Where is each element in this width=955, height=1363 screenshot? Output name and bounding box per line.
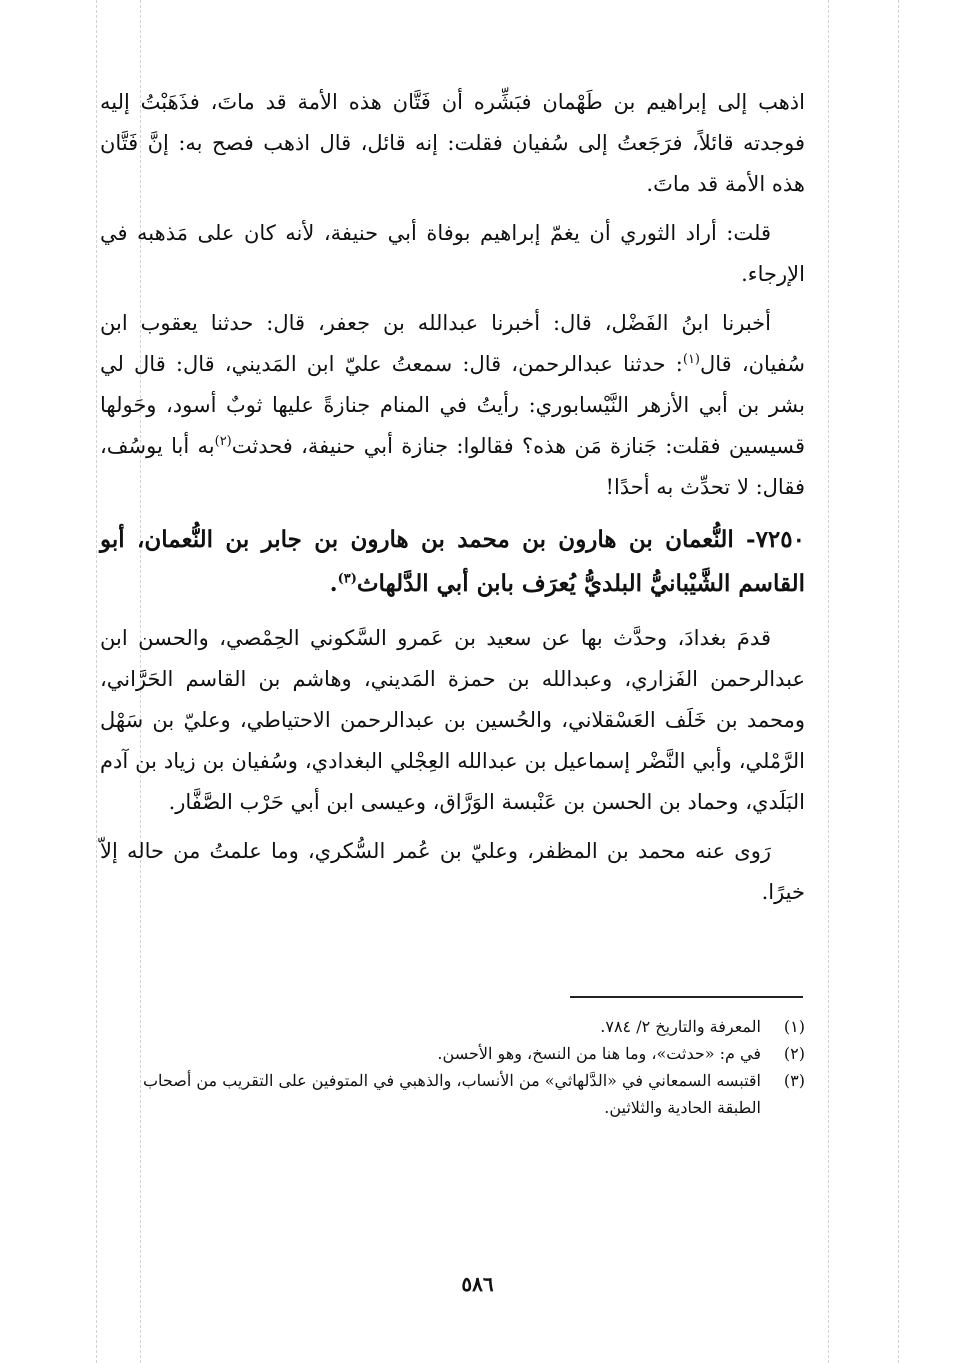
entry-heading	[100, 518, 805, 606]
paragraph-1: اذهب إلى إبراهيم بن طَهْمان فبَشِّره أن فَتَّان هذه الأمة قد ماتَ، فذَهَبْتُ إليه فوجدته قائلاً، فرَجَعتُ إلى سُفيان فقلت: إنه قائل، قال اذهب فصح به: إنَّ فَتَّان هذه الأمة قد ماتَ.	[100, 90, 805, 196]
page-number: ٥٨٦	[461, 1272, 494, 1296]
footnote-number: (٢)	[783, 1044, 805, 1063]
footnote-ref-2[interactable]: (٢)	[214, 434, 232, 449]
footnote-ref-3[interactable]: (٣)	[337, 571, 357, 587]
scan-guide-line	[898, 0, 899, 1363]
footnote-ref-1[interactable]: (١)	[682, 352, 700, 367]
footnote-text: في م: «حدثت»، وما هنا من النسخ، وهو الأحسن.	[437, 1044, 761, 1063]
scan-guide-line	[96, 0, 97, 1363]
entry-heading-end: .	[329, 570, 338, 597]
footnote-number: (١)	[783, 1017, 805, 1036]
entry-heading-text: ٧٢٥٠- النُّعمان بن هارون بن محمد بن هارون بن جابر بن النُّعمان، أبو القاسم الشَّيْبانيُّ البلديُّ يُعرَف بابن أبي الدَّلهاث	[100, 526, 805, 597]
footnote-number: (٣)	[783, 1071, 805, 1090]
scan-guide-line	[828, 0, 829, 1363]
main-text	[100, 82, 805, 913]
footnote-separator	[570, 996, 803, 998]
paragraph-4: قدمَ بغدادَ، وحدَّث بها عن سعيد بن عَمرو السَّكوني الحِمْصي، والحسن ابن عبدالرحمن الفَزاري، وعبدالله بن حمزة المَديني، وهاشم بن القاسم الحَرَّاني، ومحمد بن خَلَف العَسْقلاني، والحُسين بن عبدالرحمن الاحتياطي، وعليّ بن سَهْل الرَّمْلي، وأبي النَّضْر إسماعيل بن عبدالله العِجْلي البغدادي، وسُفيان بن زياد بن آدم البَلَدي، وحماد بن الحسن بن عَنْبسة الوَرَّاق، وعيسى ابن أبي حَرْب الصَّفَّار.	[100, 626, 805, 814]
paragraph-3-part-c: به أبا يوسُف، فقال: لا تحدِّث به أحدًا!	[100, 434, 805, 499]
paragraph-3-part-a: أخبرنا ابنُ الفَضْل، قال: أخبرنا عبدالله بن جعفر، قال: حدثنا يعقوب ابن سُفيان، قال	[100, 311, 805, 376]
paragraph-2: قلت: أراد الثوري أن يغمّ إبراهيم بوفاة أبي حنيفة، لأنه كان على مَذهبه في الإرجاء.	[100, 221, 805, 286]
paragraph-3-part-b: : حدثنا عبدالرحمن، قال: سمعتُ عليّ ابن المَديني، قال: قال لي بشر بن أبي الأزهر النَّيْسابوري: رأيتُ في المنام جنازةً عليها ثوبٌ أسود، وحَولها قسيسين فقلت: جَنازة مَن هذه؟ فقالوا: جنازة أبي حنيفة، فحدثت	[100, 352, 805, 458]
footnote-text: المعرفة والتاريخ ٢/ ٧٨٤.	[600, 1017, 761, 1036]
footnotes	[100, 1013, 805, 1121]
paragraph-5: رَوى عنه محمد بن المظفر، وعليّ بن عُمر السُّكري، وما علمتُ من حاله إلاّ خيرًا.	[100, 839, 805, 904]
footnote-text: اقتبسه السمعاني في «الدَّلهاثي» من الأنساب، والذهبي في المتوفين على التقريب من أصحاب الطبقة الحادية والثلاثين.	[142, 1071, 761, 1117]
footnote-1	[100, 1013, 805, 1040]
footnote-3	[100, 1067, 805, 1121]
footnote-2	[100, 1040, 805, 1067]
paragraph-3	[100, 303, 805, 508]
